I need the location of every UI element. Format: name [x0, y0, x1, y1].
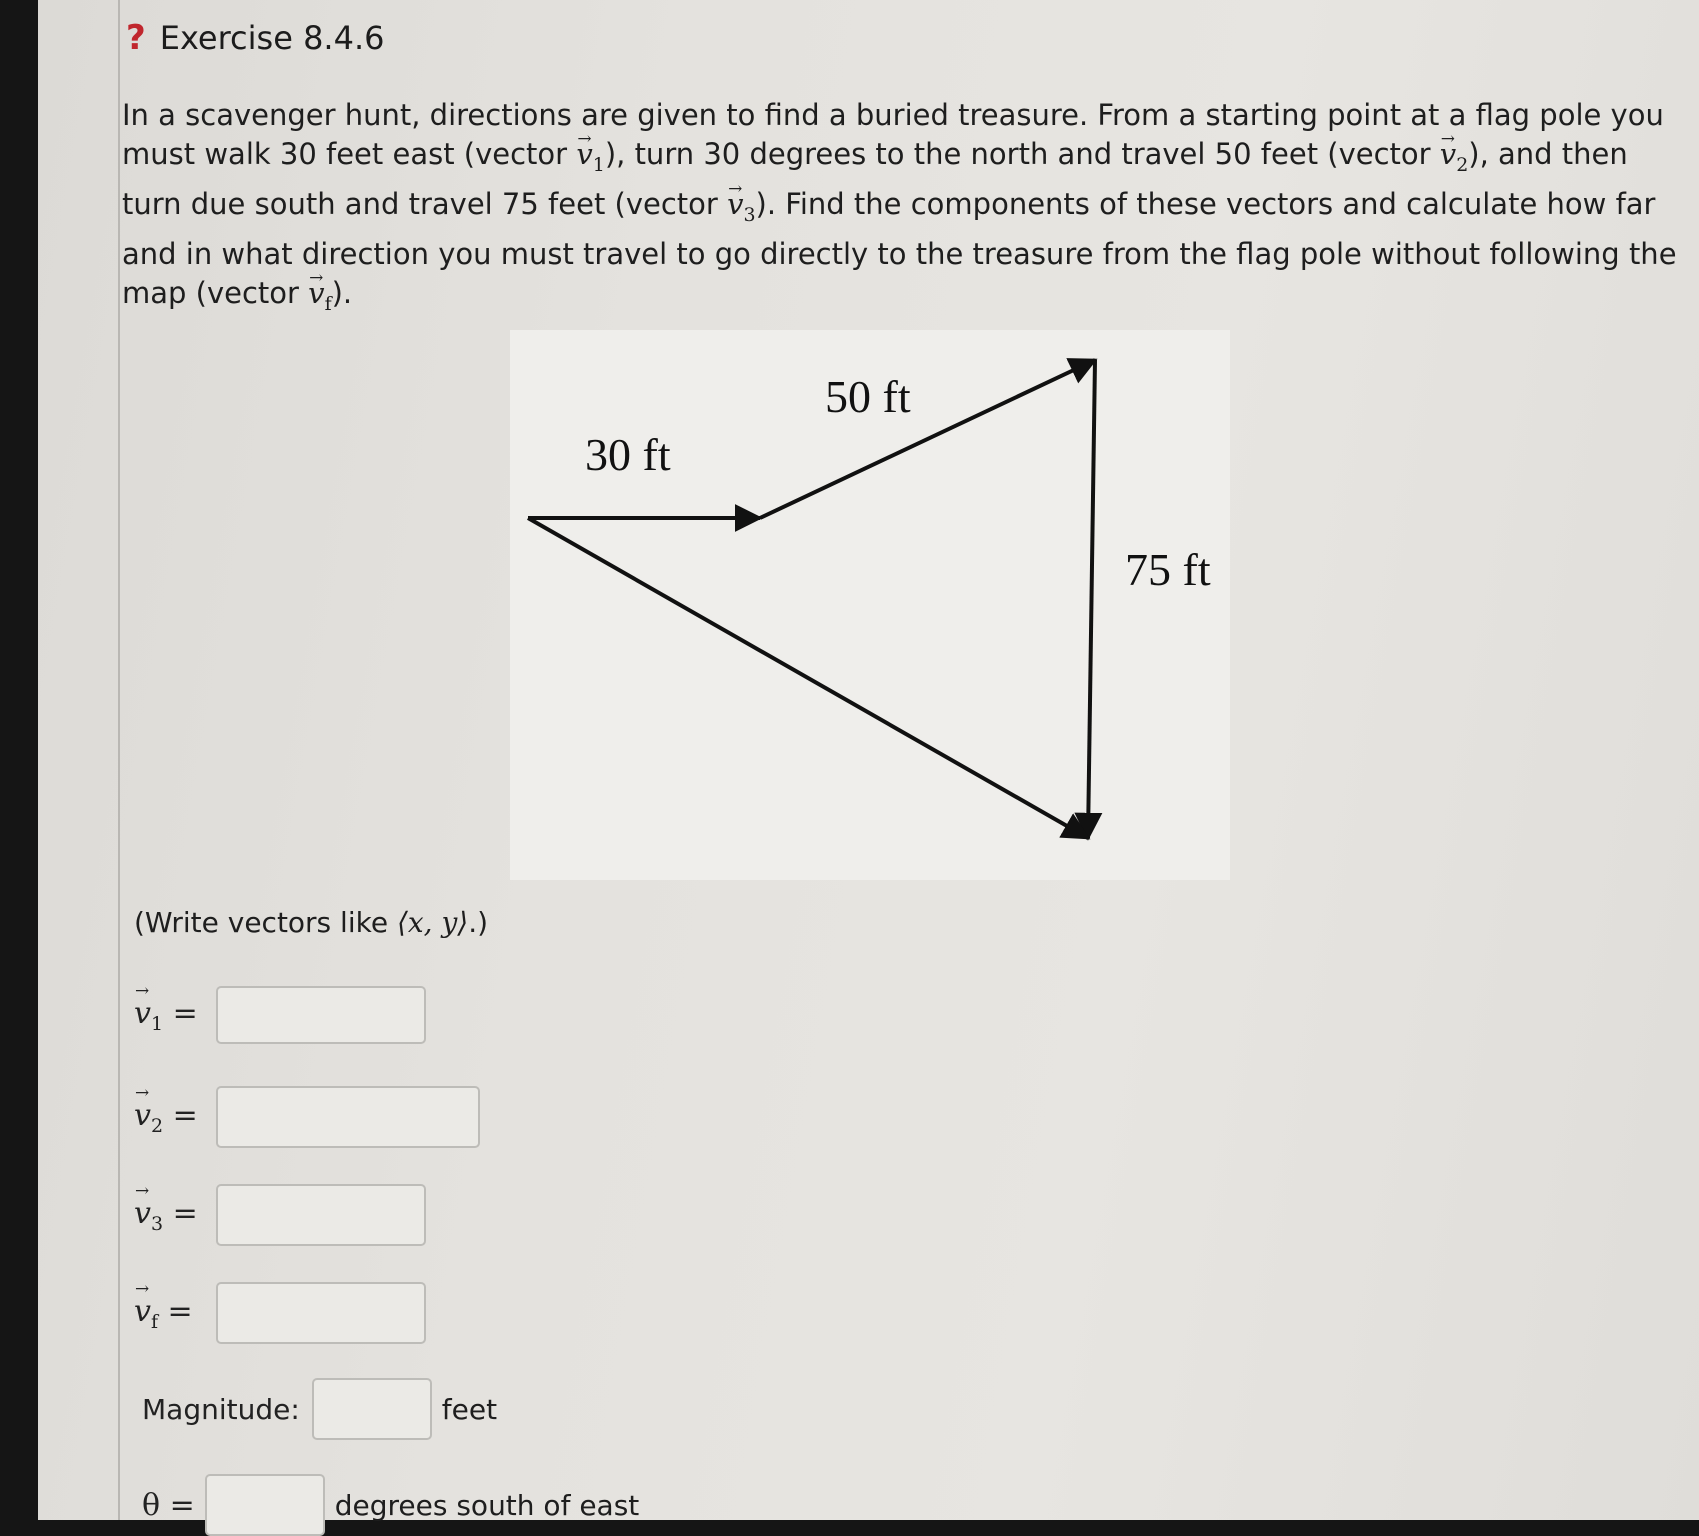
theta-input[interactable] [205, 1474, 325, 1536]
magnitude-unit: feet [441, 1392, 498, 1426]
vector-v1-symbol: → $v_1$ [576, 135, 604, 185]
label-30-ft: 30 ft [585, 429, 671, 480]
prompt-text-1: In a scavenger hunt, directions are given to find a buried treasure. From a starting point at a flag pole you must walk 30 feet east (vector [122, 98, 1664, 171]
vector-v3-symbol: → $v_3$ [727, 185, 755, 235]
v2-input[interactable] [216, 1086, 480, 1148]
vector-vf-symbol: → $v_f$ [308, 274, 331, 324]
theta-row [142, 1474, 639, 1536]
vector-v2-symbol: → $v_2$ [1440, 135, 1468, 185]
answer-row-v1 [134, 986, 426, 1044]
theta-label: θ = [142, 1487, 195, 1523]
prompt-text-2: ), turn 30 degrees to the north and travel 50 feet (vector [604, 137, 1440, 171]
vector-format-hint: (Write vectors like ⟨x, y⟩.) [134, 906, 489, 939]
theta-unit: degrees south of east [334, 1488, 640, 1522]
v3-label: → $v_3$ = [134, 1196, 216, 1235]
v2-label: → $v_2$ = [134, 1098, 216, 1137]
vector-v3-arrow [1088, 360, 1095, 838]
prompt-text-5: ). [331, 275, 353, 310]
vf-input[interactable] [216, 1282, 426, 1344]
label-50-ft: 50 ft [825, 371, 911, 422]
answer-row-vf [134, 1282, 426, 1344]
screen [38, 0, 1699, 1523]
answer-row-v3 [134, 1184, 426, 1246]
vector-format-math: ⟨x, y⟩ [396, 906, 469, 939]
vector-vf-arrow [528, 518, 1088, 838]
magnitude-label: Magnitude: [142, 1392, 300, 1426]
label-75-ft: 75 ft [1125, 544, 1211, 595]
v3-input[interactable] [216, 1184, 426, 1246]
v1-input[interactable] [216, 986, 426, 1044]
magnitude-row [142, 1378, 497, 1440]
v1-label: → $v_1$ = [134, 996, 216, 1035]
vector-diagram-svg [510, 330, 1230, 880]
exercise-title: Exercise 8.4.6 [159, 19, 385, 57]
vf-label: → $v_f$ = [134, 1294, 216, 1333]
prompt-text-3: ), and then turn due south and travel 75 feet (vector [122, 137, 1628, 221]
vector-diagram [510, 330, 1230, 880]
question-mark-icon: ? [126, 18, 146, 58]
magnitude-input[interactable] [312, 1378, 432, 1440]
prompt-text-4: ). Find the components of these vectors and calculate how far and in what direction you must travel to go directly to the treasure from the flag pole without following the map (vector [122, 186, 1677, 310]
problem-statement [122, 96, 1682, 323]
exercise-header [126, 18, 384, 58]
answer-row-v2 [134, 1086, 480, 1148]
vector-v2-arrow [760, 360, 1095, 518]
